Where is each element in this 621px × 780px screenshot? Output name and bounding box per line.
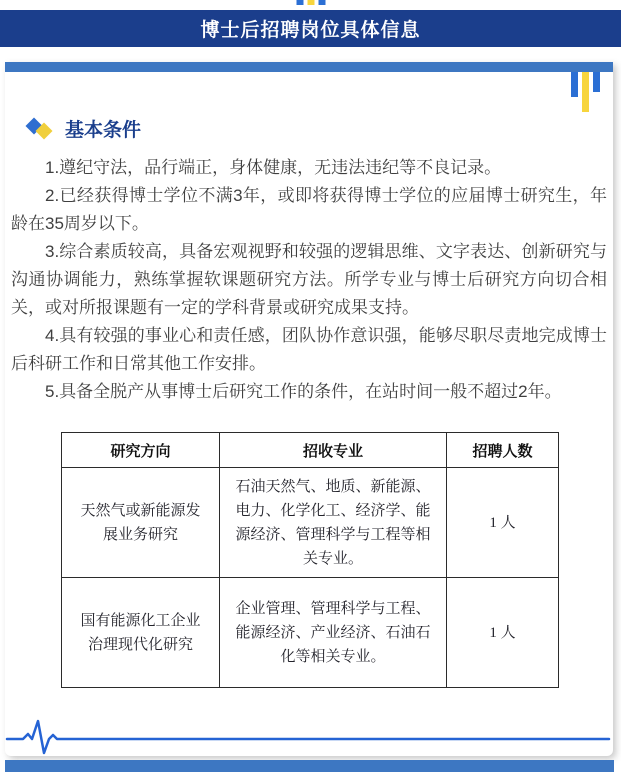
section-heading-label: 基本条件	[65, 120, 142, 141]
yellow-bar-icon	[582, 72, 589, 112]
section-heading	[27, 115, 613, 142]
condition-item: 3.综合素质较高，具备宏观视野和较强的逻辑思维、文字表达、创新研究与沟通协调能力，熟练掌握软课题研究方法。所学专业与博士后研究方向切合相关，或对所报课题有一定的学科背景或研究成果支持。	[11, 242, 607, 317]
column-header-count: 招聘人数	[447, 433, 559, 468]
corner-bars-icon	[571, 72, 600, 112]
blue-bar-icon	[593, 72, 600, 92]
condition-item: 5.具备全脱产从事博士后研究工作的条件，在站时间一般不超过2年。	[45, 382, 562, 401]
table-row	[62, 578, 559, 688]
blue-bar-icon	[571, 72, 578, 97]
cell-direction: 天然气或新能源发展业务研究	[62, 468, 220, 578]
top-dots-icon	[296, 0, 325, 5]
positions-table	[61, 432, 559, 688]
cell-count: 1 人	[447, 468, 559, 578]
column-header-majors: 招收专业	[220, 433, 447, 468]
condition-item: 4.具有较强的事业心和责任感，团队协作意识强，能够尽职尽责地完成博士后科研工作和日常其他工作安排。	[11, 326, 607, 373]
condition-item: 2.已经获得博士学位不满3年，或即将获得博士学位的应届博士研究生，年龄在35周岁以下。	[11, 186, 607, 233]
card-top-strip	[5, 62, 613, 72]
diamond-icon	[27, 118, 53, 140]
table-header-row	[62, 433, 559, 468]
page-title: 博士后招聘岗位具体信息	[200, 20, 421, 41]
dot-yellow-icon	[307, 0, 314, 5]
conditions-list	[11, 154, 607, 406]
condition-item: 1.遵纪守法，品行端正，身体健康，无违法违纪等不良记录。	[45, 158, 502, 177]
positions-table-wrap	[61, 432, 613, 688]
table-row	[62, 468, 559, 578]
cell-majors: 石油天然气、地质、新能源、电力、化学化工、经济学、能源经济、管理科学与工程等相关专业。	[220, 468, 447, 578]
dot-blue-icon	[318, 0, 325, 5]
footer-bar	[5, 760, 614, 772]
content-card	[5, 62, 613, 756]
dot-blue-icon	[296, 0, 303, 5]
column-header-direction: 研究方向	[62, 433, 220, 468]
cell-majors: 企业管理、管理科学与工程、能源经济、产业经济、石油石化等相关专业。	[220, 578, 447, 688]
cell-count: 1 人	[447, 578, 559, 688]
header-bar	[0, 10, 621, 47]
pulse-line-icon	[5, 715, 611, 760]
cell-direction: 国有能源化工企业治理现代化研究	[62, 578, 220, 688]
